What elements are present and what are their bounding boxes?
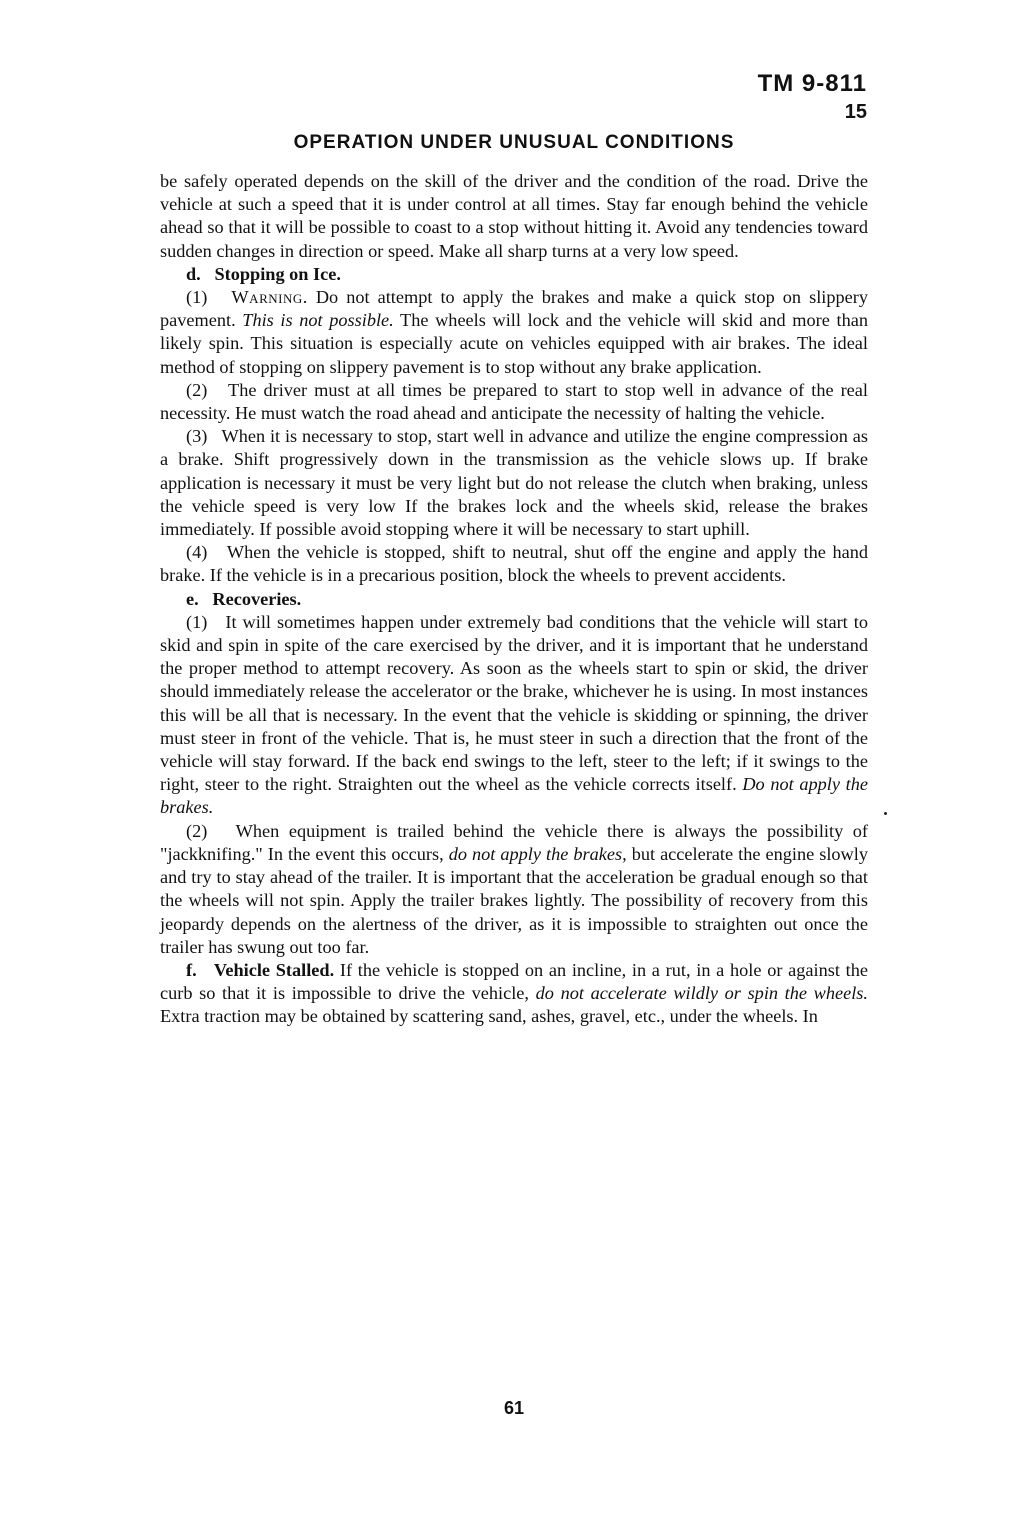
body-text (160, 170, 868, 1029)
paragraph-e2 (160, 820, 868, 959)
subhead-d-letter: d. (186, 263, 201, 284)
manual-number: TM 9-811 (757, 70, 867, 97)
subhead-d-title: Stopping on Ice. (214, 263, 341, 284)
subhead-e-letter: e. (186, 588, 199, 609)
paragraph-d4-number: (4) (186, 542, 208, 563)
subhead-d (160, 263, 868, 286)
subhead-f-title: Vehicle Stalled. (213, 959, 335, 980)
paragraph-f (160, 959, 868, 1029)
paragraph-number: 15 (844, 101, 867, 123)
paragraph-e2-italic: do not apply the brakes, (448, 843, 627, 864)
page-header (758, 70, 867, 126)
scan-speck (884, 812, 887, 815)
paragraph-d1-number: (1) (186, 287, 208, 308)
paragraph-e2-text-b: but accelerate the engine slowly and try to stay ahead of the trailer. It is important that the acceleration be gradual enough so that the wheels will not spin. Apply the trailer brakes lightly. The possibility of recovery from this jeopardy depends on the alertness of the driver, as it is impossible to straighten out once the trailer has swung out too far. (160, 843, 868, 957)
subhead-e (160, 588, 868, 611)
section-title: OPERATION UNDER UNUSUAL CONDITIONS (293, 132, 735, 153)
paragraph-d2 (160, 379, 868, 425)
warning-label: Warning. (231, 287, 308, 308)
subhead-e-title: Recoveries. (212, 588, 302, 609)
paragraph-e1-number: (1) (186, 611, 208, 632)
paragraph-d1-text-a: Do not attempt to apply the brakes and make a quick stop on slippery pavement. (160, 287, 868, 331)
paragraph-f-text-a: If the vehicle is stopped on an incline, in a rut, in a hole or against the curb so that it is impossible to drive the vehicle, (160, 959, 868, 1004)
paragraph-e1 (160, 611, 868, 820)
paragraph-e2-text-a: When equipment is trailed behind the vehicle there is always the possibility of "jackknifing." In the event this occurs, (160, 820, 868, 864)
paragraph-e1-text: It will sometimes happen under extremely bad conditions that the vehicle will start to skid and spin in spite of the care exercised by the driver, and it is important that he understand the proper method to attempt recovery. As soon as the wheels start to spin or skid, the driver should immediately release the accelerator or the brake, whichever he is using. In most instances this will be all that is necessary. In the event that the vehicle is skidding or spinning, the driver must steer in front of the vehicle. That is, he must steer in such a direction that the front of the vehicle will stay forward. If the back end swings to the left, steer to the left; if it swings to the right, steer to the right. Straighten out the wheel as the vehicle corrects itself. (160, 611, 868, 795)
intro-paragraph: be safely operated depends on the skill of the driver and the condition of the road. Drive the vehicle at such a speed that it is under control at all times. Stay far enough behind the vehicle ahead so that it will be possible to coast to a stop without hitting it. Avoid any tendencies toward sudden changes in direction or speed. Make all sharp turns at a very low speed. (160, 171, 868, 261)
paragraph-d1-italic: This is not possible. (242, 310, 394, 331)
paragraph-f-text-b: Extra traction may be obtained by scattering sand, ashes, gravel, etc., under the wheels. In (160, 1006, 818, 1027)
paragraph-e1-italic: Do not apply the brakes. (160, 774, 868, 818)
page-number: 61 (503, 1398, 525, 1418)
paragraph-d1 (160, 286, 868, 379)
paragraph-d2-text: The driver must at all times be prepared to start to stop well in advance of the real necessity. He must watch the road ahead and anticipate the necessity of halting the vehicle. (160, 379, 868, 424)
paragraph-d3-number: (3) (186, 426, 208, 447)
paragraph-d4 (160, 541, 868, 587)
paragraph-f-italic: do not accelerate wildly or spin the wheels. (535, 983, 868, 1004)
paragraph-d4-text: When the vehicle is stopped, shift to neutral, shut off the engine and apply the hand brake. If the vehicle is in a precarious position, block the wheels to prevent accidents. (160, 542, 868, 586)
subhead-f-letter: f. (186, 959, 197, 980)
paragraph-d2-number: (2) (186, 379, 208, 400)
paragraph-d1-text-b: The wheels will lock and the vehicle will skid and more than likely spin. This situation is especially acute on vehicles equipped with air brakes. The ideal method of stopping on slippery pavement is to stop without any brake application. (160, 310, 868, 377)
paragraph-d3-text: When it is necessary to stop, start well in advance and utilize the engine compression as a brake. Shift progressively down in the transmission as the vehicle slows up. If brake application is necessary it must be very light but do not release the clutch when braking, unless the vehicle speed is very low If the brakes lock and the wheels skid, release the brakes immediately. If possible avoid stopping where it will be necessary to start uphill. (160, 426, 868, 540)
paragraph-d3 (160, 425, 868, 541)
paragraph-e2-number: (2) (186, 820, 208, 841)
